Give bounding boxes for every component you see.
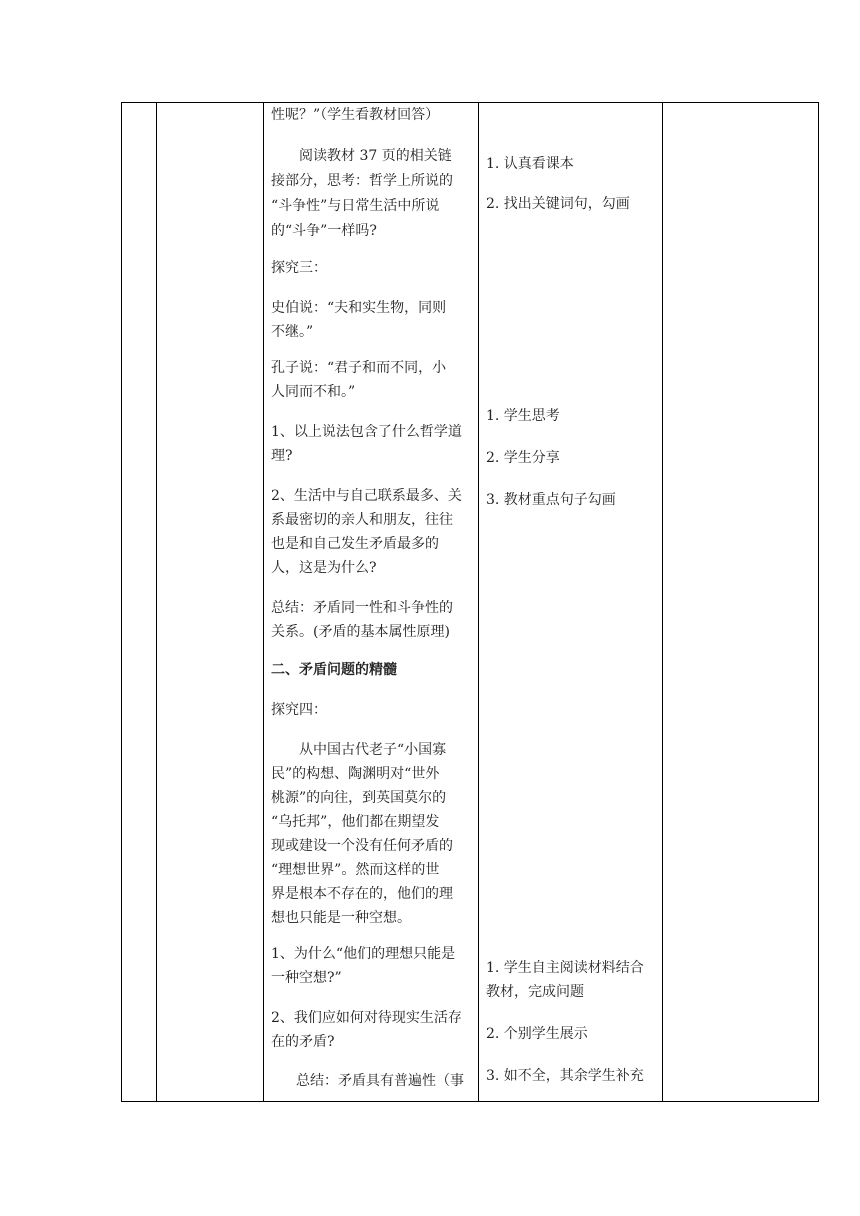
student-activity-item: 2. 个别学生展示 [486,1026,588,1042]
content-line: 人同而不和。” [271,384,356,400]
content-line: 在的矛盾? [271,1034,335,1050]
student-activity-item: 2. 学生分享 [486,450,560,466]
content-line: 系最密切的亲人和朋友，往往 [271,512,453,528]
column-divider [156,103,157,1101]
student-activity-item: 1. 学生自主阅读材料结合 [486,960,644,976]
content-line: 界是根本不存在的，他们的理 [271,886,453,902]
content-line: 理? [271,448,293,464]
student-activity-item: 教材，完成问题 [486,984,584,1000]
content-line: 性呢？”（学生看教材回答） [271,107,440,123]
content-line: 接部分，思考：哲学上所说的 [271,173,453,189]
content-line: 阅读教材 37 页的相关链 [299,148,452,164]
content-line: 史伯说：“夫和实生物，同则 [271,300,447,316]
column-divider [662,103,663,1101]
lesson-plan-table [121,102,819,1102]
student-activity-item: 1. 学生思考 [486,408,560,424]
content-line: 1、为什么“他们的理想只能是 [271,946,456,962]
content-line: 人，这是为什么? [271,560,377,576]
student-activity-item: 3. 教材重点句子勾画 [486,492,616,508]
content-line: 桃源”的向往，到英国莫尔的 [271,790,447,806]
content-line: 2、我们应如何对待现实生活存 [271,1010,462,1026]
content-line: 关系。(矛盾的基本属性原理) [271,624,450,640]
content-line: 民”的构想、陶渊明对“世外 [271,766,440,782]
student-activity-item: 3. 如不全，其余学生补充 [486,1068,644,1084]
content-line: 也是和自己发生矛盾最多的 [271,536,439,552]
content-line: 1、以上说法包含了什么哲学道 [271,424,462,440]
content-line: 探究三： [271,260,327,276]
student-activity-item: 1. 认真看课本 [486,156,574,172]
content-line: 探究四： [271,702,327,718]
content-line: 想也只能是一种空想。 [271,910,411,926]
section-heading: 二、矛盾问题的精髓 [271,662,397,678]
content-line: “斗争性”与日常生活中所说 [271,198,440,214]
content-line: 总结：矛盾同一性和斗争性的 [271,600,453,616]
content-line: 现或建设一个没有任何矛盾的 [271,838,453,854]
content-line: 总结：矛盾具有普遍性（事 [296,1073,464,1089]
content-line: “理想世界”。然而这样的世 [271,862,440,878]
column-divider [263,103,264,1101]
content-line: 2、生活中与自己联系最多、关 [271,488,462,504]
student-activity-item: 2. 找出关键词句，勾画 [486,196,630,212]
content-line: 一种空想?” [271,970,342,986]
content-line: “乌托邦”，他们都在期望发 [271,814,440,830]
content-line: 孔子说：“君子和而不同，小 [271,360,447,376]
content-line: 不继。” [271,324,314,340]
column-divider [478,103,479,1101]
content-line: 从中国古代老子“小国寡 [299,742,447,758]
content-line: 的“斗争”一样吗? [271,223,377,239]
